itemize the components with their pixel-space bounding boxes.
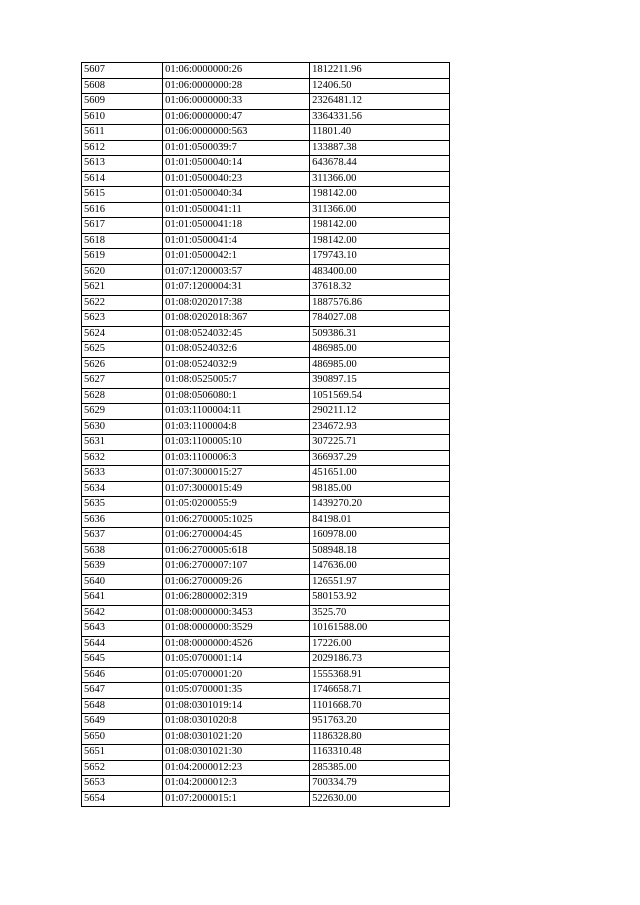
- cadastral-number-cell: 01:03:1100005:10: [163, 435, 310, 451]
- value-cell: 486985.00: [310, 342, 450, 358]
- data-table: [81, 62, 450, 807]
- cadastral-number-cell: 01:06:2700009:26: [163, 574, 310, 590]
- table-row: [82, 714, 450, 730]
- cadastral-number-cell: 01:04:2000012:3: [163, 776, 310, 792]
- row-number-cell: 5634: [82, 481, 163, 497]
- cadastral-number-cell: 01:01:0500042:1: [163, 249, 310, 265]
- value-cell: 1101668.70: [310, 698, 450, 714]
- value-cell: 580153.92: [310, 590, 450, 606]
- value-cell: 12406.50: [310, 78, 450, 94]
- row-number-cell: 5611: [82, 125, 163, 141]
- value-cell: 1746658.71: [310, 683, 450, 699]
- cadastral-number-cell: 01:08:0301021:20: [163, 729, 310, 745]
- cadastral-number-cell: 01:06:0000000:28: [163, 78, 310, 94]
- value-cell: 37618.32: [310, 280, 450, 296]
- row-number-cell: 5620: [82, 264, 163, 280]
- row-number-cell: 5624: [82, 326, 163, 342]
- table-row: [82, 776, 450, 792]
- value-cell: 311366.00: [310, 171, 450, 187]
- value-cell: 126551.97: [310, 574, 450, 590]
- cadastral-number-cell: 01:08:0000000:4526: [163, 636, 310, 652]
- row-number-cell: 5626: [82, 357, 163, 373]
- table-row: [82, 698, 450, 714]
- cadastral-number-cell: 01:07:3000015:49: [163, 481, 310, 497]
- table-body: [82, 63, 450, 807]
- table-row: [82, 94, 450, 110]
- cadastral-number-cell: 01:08:0524032:9: [163, 357, 310, 373]
- table-row: [82, 791, 450, 807]
- table-row: [82, 497, 450, 513]
- table-row: [82, 326, 450, 342]
- row-number-cell: 5621: [82, 280, 163, 296]
- cadastral-number-cell: 01:06:0000000:563: [163, 125, 310, 141]
- row-number-cell: 5619: [82, 249, 163, 265]
- row-number-cell: 5618: [82, 233, 163, 249]
- cadastral-number-cell: 01:05:0200055:9: [163, 497, 310, 513]
- table-row: [82, 357, 450, 373]
- table-row: [82, 109, 450, 125]
- value-cell: 643678.44: [310, 156, 450, 172]
- table-row: [82, 667, 450, 683]
- row-number-cell: 5631: [82, 435, 163, 451]
- value-cell: 1051569.54: [310, 388, 450, 404]
- table-row: [82, 156, 450, 172]
- table-row: [82, 280, 450, 296]
- table-row: [82, 559, 450, 575]
- row-number-cell: 5617: [82, 218, 163, 234]
- table-row: [82, 140, 450, 156]
- value-cell: 522630.00: [310, 791, 450, 807]
- cadastral-number-cell: 01:08:0000000:3453: [163, 605, 310, 621]
- row-number-cell: 5639: [82, 559, 163, 575]
- table-row: [82, 729, 450, 745]
- row-number-cell: 5633: [82, 466, 163, 482]
- table-row: [82, 233, 450, 249]
- value-cell: 311366.00: [310, 202, 450, 218]
- table-row: [82, 342, 450, 358]
- value-cell: 198142.00: [310, 233, 450, 249]
- table-row: [82, 760, 450, 776]
- value-cell: 11801.40: [310, 125, 450, 141]
- cadastral-number-cell: 01:08:0000000:3529: [163, 621, 310, 637]
- row-number-cell: 5616: [82, 202, 163, 218]
- table-row: [82, 202, 450, 218]
- row-number-cell: 5647: [82, 683, 163, 699]
- table-row: [82, 125, 450, 141]
- row-number-cell: 5609: [82, 94, 163, 110]
- table-row: [82, 78, 450, 94]
- cadastral-number-cell: 01:01:0500040:14: [163, 156, 310, 172]
- table-row: [82, 652, 450, 668]
- value-cell: 17226.00: [310, 636, 450, 652]
- value-cell: 198142.00: [310, 218, 450, 234]
- row-number-cell: 5641: [82, 590, 163, 606]
- row-number-cell: 5608: [82, 78, 163, 94]
- row-number-cell: 5627: [82, 373, 163, 389]
- table-row: [82, 528, 450, 544]
- row-number-cell: 5651: [82, 745, 163, 761]
- value-cell: 198142.00: [310, 187, 450, 203]
- value-cell: 179743.10: [310, 249, 450, 265]
- cadastral-number-cell: 01:05:0700001:14: [163, 652, 310, 668]
- cadastral-number-cell: 01:08:0301021:30: [163, 745, 310, 761]
- row-number-cell: 5649: [82, 714, 163, 730]
- row-number-cell: 5640: [82, 574, 163, 590]
- value-cell: 147636.00: [310, 559, 450, 575]
- cadastral-number-cell: 01:08:0506080:1: [163, 388, 310, 404]
- cadastral-number-cell: 01:04:2000012:23: [163, 760, 310, 776]
- value-cell: 133887.38: [310, 140, 450, 156]
- row-number-cell: 5636: [82, 512, 163, 528]
- value-cell: 3525.70: [310, 605, 450, 621]
- value-cell: 784027.08: [310, 311, 450, 327]
- table-row: [82, 683, 450, 699]
- value-cell: 1812211.96: [310, 63, 450, 79]
- value-cell: 486985.00: [310, 357, 450, 373]
- table-row: [82, 63, 450, 79]
- table-row: [82, 590, 450, 606]
- cadastral-number-cell: 01:03:1100004:8: [163, 419, 310, 435]
- value-cell: 451651.00: [310, 466, 450, 482]
- table-row: [82, 605, 450, 621]
- value-cell: 2029186.73: [310, 652, 450, 668]
- cadastral-number-cell: 01:05:0700001:20: [163, 667, 310, 683]
- row-number-cell: 5625: [82, 342, 163, 358]
- value-cell: 366937.29: [310, 450, 450, 466]
- cadastral-number-cell: 01:07:1200003:57: [163, 264, 310, 280]
- row-number-cell: 5652: [82, 760, 163, 776]
- value-cell: 2326481.12: [310, 94, 450, 110]
- value-cell: 160978.00: [310, 528, 450, 544]
- table-row: [82, 574, 450, 590]
- table-row: [82, 388, 450, 404]
- table-row: [82, 543, 450, 559]
- row-number-cell: 5614: [82, 171, 163, 187]
- cadastral-number-cell: 01:01:0500041:18: [163, 218, 310, 234]
- table-row: [82, 264, 450, 280]
- cadastral-number-cell: 01:08:0524032:6: [163, 342, 310, 358]
- row-number-cell: 5622: [82, 295, 163, 311]
- row-number-cell: 5607: [82, 63, 163, 79]
- value-cell: 1555368.91: [310, 667, 450, 683]
- cadastral-number-cell: 01:01:0500039:7: [163, 140, 310, 156]
- cadastral-number-cell: 01:01:0500041:11: [163, 202, 310, 218]
- cadastral-number-cell: 01:06:2700004:45: [163, 528, 310, 544]
- value-cell: 285385.00: [310, 760, 450, 776]
- row-number-cell: 5646: [82, 667, 163, 683]
- row-number-cell: 5644: [82, 636, 163, 652]
- table-row: [82, 218, 450, 234]
- cadastral-number-cell: 01:03:1100004:11: [163, 404, 310, 420]
- row-number-cell: 5630: [82, 419, 163, 435]
- value-cell: 98185.00: [310, 481, 450, 497]
- row-number-cell: 5632: [82, 450, 163, 466]
- value-cell: 509386.31: [310, 326, 450, 342]
- row-number-cell: 5654: [82, 791, 163, 807]
- row-number-cell: 5653: [82, 776, 163, 792]
- value-cell: 700334.79: [310, 776, 450, 792]
- cadastral-number-cell: 01:06:0000000:33: [163, 94, 310, 110]
- cadastral-number-cell: 01:06:0000000:26: [163, 63, 310, 79]
- cadastral-number-cell: 01:08:0202018:367: [163, 311, 310, 327]
- row-number-cell: 5623: [82, 311, 163, 327]
- row-number-cell: 5648: [82, 698, 163, 714]
- table-row: [82, 481, 450, 497]
- value-cell: 3364331.56: [310, 109, 450, 125]
- row-number-cell: 5638: [82, 543, 163, 559]
- table-row: [82, 450, 450, 466]
- row-number-cell: 5628: [82, 388, 163, 404]
- value-cell: 307225.71: [310, 435, 450, 451]
- value-cell: 290211.12: [310, 404, 450, 420]
- cadastral-number-cell: 01:08:0301019:14: [163, 698, 310, 714]
- cadastral-number-cell: 01:06:0000000:47: [163, 109, 310, 125]
- row-number-cell: 5613: [82, 156, 163, 172]
- table-row: [82, 404, 450, 420]
- cadastral-number-cell: 01:08:0524032:45: [163, 326, 310, 342]
- cadastral-number-cell: 01:06:2700005:618: [163, 543, 310, 559]
- cadastral-number-cell: 01:07:2000015:1: [163, 791, 310, 807]
- row-number-cell: 5650: [82, 729, 163, 745]
- row-number-cell: 5635: [82, 497, 163, 513]
- row-number-cell: 5637: [82, 528, 163, 544]
- row-number-cell: 5629: [82, 404, 163, 420]
- cadastral-number-cell: 01:05:0700001:35: [163, 683, 310, 699]
- cadastral-number-cell: 01:08:0301020:8: [163, 714, 310, 730]
- cadastral-number-cell: 01:01:0500040:34: [163, 187, 310, 203]
- cadastral-number-cell: 01:08:0525005:7: [163, 373, 310, 389]
- value-cell: 10161588.00: [310, 621, 450, 637]
- row-number-cell: 5642: [82, 605, 163, 621]
- cadastral-number-cell: 01:01:0500041:4: [163, 233, 310, 249]
- value-cell: 234672.93: [310, 419, 450, 435]
- table-row: [82, 249, 450, 265]
- row-number-cell: 5610: [82, 109, 163, 125]
- cadastral-number-cell: 01:06:2700007:107: [163, 559, 310, 575]
- table-row: [82, 435, 450, 451]
- table-row: [82, 295, 450, 311]
- table-row: [82, 745, 450, 761]
- value-cell: 1163310.48: [310, 745, 450, 761]
- value-cell: 508948.18: [310, 543, 450, 559]
- value-cell: 1439270.20: [310, 497, 450, 513]
- cadastral-number-cell: 01:07:1200004:31: [163, 280, 310, 296]
- table-row: [82, 636, 450, 652]
- value-cell: 84198.01: [310, 512, 450, 528]
- table-row: [82, 373, 450, 389]
- table-row: [82, 311, 450, 327]
- value-cell: 390897.15: [310, 373, 450, 389]
- table-row: [82, 171, 450, 187]
- row-number-cell: 5612: [82, 140, 163, 156]
- row-number-cell: 5615: [82, 187, 163, 203]
- cadastral-number-cell: 01:01:0500040:23: [163, 171, 310, 187]
- table-row: [82, 512, 450, 528]
- table-row: [82, 419, 450, 435]
- row-number-cell: 5643: [82, 621, 163, 637]
- value-cell: 951763.20: [310, 714, 450, 730]
- cadastral-number-cell: 01:08:0202017:38: [163, 295, 310, 311]
- value-cell: 1887576.86: [310, 295, 450, 311]
- cadastral-number-cell: 01:07:3000015:27: [163, 466, 310, 482]
- cadastral-number-cell: 01:06:2700005:1025: [163, 512, 310, 528]
- cadastral-number-cell: 01:03:1100006:3: [163, 450, 310, 466]
- table-row: [82, 187, 450, 203]
- value-cell: 1186328.80: [310, 729, 450, 745]
- cadastral-number-cell: 01:06:2800002:319: [163, 590, 310, 606]
- value-cell: 483400.00: [310, 264, 450, 280]
- row-number-cell: 5645: [82, 652, 163, 668]
- table-row: [82, 621, 450, 637]
- table-row: [82, 466, 450, 482]
